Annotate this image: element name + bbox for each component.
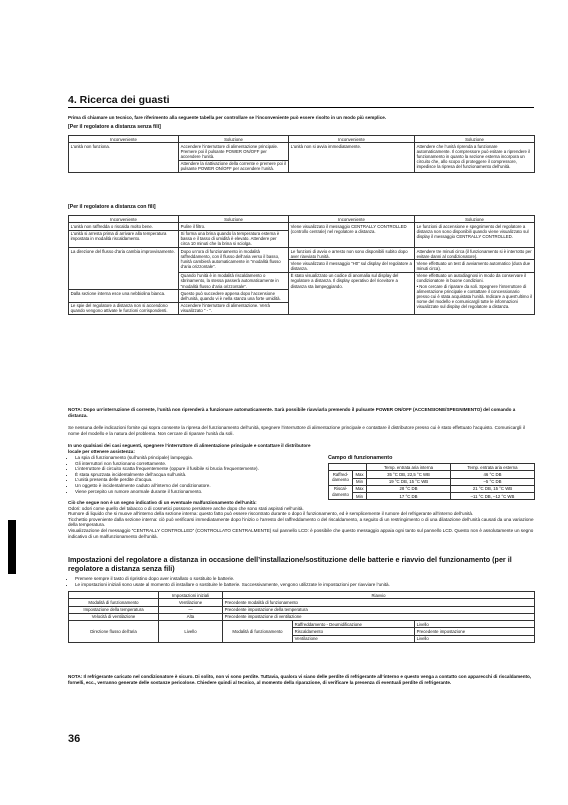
- wireless-table: [68, 135, 535, 173]
- cases-list: [68, 455, 320, 494]
- row-header: Modalità di funzionamento: [69, 599, 159, 606]
- col-header: Temp. entrata aria esterna: [451, 464, 535, 471]
- solution-cell: Le funzioni di accensione e spegnimento del regolatore a distanza non sono disponibili quando viene visualizzato sul display il messaggio CENTRALLY CONTROLLED.: [415, 223, 535, 248]
- col-solution-header: Soluzione: [415, 216, 535, 223]
- solution-cell: Attendere che l’unità riprenda a funzionare automaticamente. Il compressore può esitare a riprendere il funzionamento in quanto la sezione esterna incorpora un circuito che, allo scopo di proteggere il compressore, impedisce la ripresa del funzionamento dell’unità.: [415, 143, 535, 173]
- solution-cell: Viene effettuato un test di avviamento automatico (dura due minuti circa).: [415, 260, 535, 272]
- problem-cell: Dalla sezione interna esce una nebbiolina bianca.: [69, 290, 179, 302]
- note-label: NOTA:: [68, 407, 83, 412]
- table-cell: Precedente impostazione: [415, 628, 535, 635]
- reset-table: [68, 591, 535, 643]
- solution-cell: Accendere l’interruttore di alimentazione principale. Premere poi il pulsante POWER ON/OFF per accendere l’unità.: [179, 143, 289, 160]
- list-item: • Gli interruttori non funzionano correttamente.: [75, 461, 320, 467]
- problem-cell: Le funzioni di avvio e arresto non sono disponibili subito dopo aver riavviato l’unità.: [289, 248, 415, 260]
- problem-cell: Le spie del regolatore a distanza non si accendono quando vengono attivate le funzioni corrispondenti.: [69, 302, 179, 314]
- note-label: NOTA:: [68, 674, 83, 679]
- table-cell: –5 °C DB: [451, 478, 535, 485]
- list-item: • L’unità presenta delle perdite d’acqua.: [75, 477, 320, 483]
- page-number: 36: [68, 733, 81, 745]
- table-cell: Alta: [159, 613, 223, 620]
- anomaly-line: Rumore di liquido che si muove all’interno della sezione interna: questo fatto può essere riscontrato durante o dopo il funzionamento, ed è semplicemente il rumore del refrigerante all’interno dell’unità.: [68, 511, 474, 517]
- section-wired-heading: [Per il regolatore a distanza con fili]: [68, 204, 156, 210]
- table-cell: 21 °C DB, 15 °C WB: [451, 485, 535, 492]
- table-cell: 46 °C DB: [451, 471, 535, 478]
- wired-table: [68, 215, 535, 315]
- solution-cell: Quando l’unità è in modalità riscaldamento o sbrinamento, la stessa passerà automaticamente in “modalità flusso d’aria orizzontale”.: [179, 272, 289, 289]
- col-solution-header: Soluzione: [415, 136, 535, 143]
- solution-text: • Non cercare di riparare da soli. Spegnere l’interruttore di alimentazione principale e contattare il concessionario presso cui è stata acquistata l’unità. Indicare a quest’ultimo il nome del modello e comunicargli tutte le informazioni visualizzate sul display del regolatore a distanza.: [416, 283, 532, 309]
- col-solution-header: Soluzione: [179, 216, 289, 223]
- note-text: Dopo un’interruzione di corrente, l’unità non riprenderà a funzionare automaticamente. Sarà possibile riavviarla premendo il pulsante POWER ON/OFF (ACCENSIONE/SPEGNIMENTO) del comando a distanza.: [68, 407, 516, 418]
- list-item: • Viene percepito un rumore anormale durante il funzionamento.: [75, 489, 320, 495]
- range-title: Campo di funzionamento: [328, 455, 393, 461]
- title-rule: [68, 107, 534, 108]
- table-cell: Precedente impostazione della temperatura: [223, 606, 535, 613]
- table-cell: Livello: [159, 621, 223, 643]
- row-header: Raffred-damento: [329, 471, 353, 486]
- table-cell: Ventilazione: [293, 635, 415, 642]
- col-solution-header: Soluzione: [179, 136, 289, 143]
- table-cell: Raffreddamento - Deumidificazione: [293, 621, 415, 628]
- table-cell: Livello: [415, 621, 535, 628]
- row-subheader: Min: [353, 478, 367, 485]
- list-item: • La spia di funzionamento (sull’unità principale) lampeggia.: [75, 455, 320, 461]
- anomaly-line: Ticchettio proveniente dalla sezione interna: ciò può verificarsi immediatamente dopo l’inizio o l’arresto del raffreddamento o del riscaldamento, a seguito di un restringimento o di una dilatazione dell’unità causati da una variazione della temperatura.: [68, 516, 534, 528]
- intro-text: Prima di chiamare un tecnico, fare riferimento alla seguente tabella per controllare se l’inconveniente può essere risolto in un modo più semplice.: [68, 115, 387, 120]
- anomaly-line: Odori: odori come quello del tabacco o di cosmetici possono persistere anche dopo che sono stati aspirati nell’unità.: [68, 505, 304, 511]
- table-cell: 19 °C DB, 15 °C WB: [367, 478, 451, 485]
- row-subheader: Max: [353, 471, 367, 478]
- anomaly-heading: Ciò che segue non è un segno indicativo di un eventuale malfunzionamento dell’unità:: [68, 500, 257, 505]
- page-title: 4. Ricerca dei guasti: [68, 94, 170, 106]
- solution-cell: [415, 272, 535, 314]
- table-cell: 17 °C DB: [367, 493, 451, 500]
- solution-cell: Si forma una brina quando la temperatura esterna è bassa e il tasso di umidità è elevato. Attendere per circa 10 minuti che la brina si sciolga.: [179, 230, 289, 247]
- problem-cell: La direzione del flusso d’aria cambia improvvisamente.: [69, 248, 179, 290]
- anomaly-section: [68, 500, 534, 539]
- row-subheader: Min: [353, 493, 367, 500]
- table-cell: Riscaldamento: [293, 628, 415, 635]
- problem-cell: L’unità non raffredda o riscalda molto bene.: [69, 223, 179, 230]
- col-header: Temp. entrata aria interna: [367, 464, 451, 471]
- problem-cell: Viene visualizzato il messaggio “H0” sul display del regolatore a distanza.: [289, 260, 415, 272]
- problem-cell: L’unità non funziona.: [69, 143, 179, 173]
- row-header: Impostazione della temperatura: [69, 606, 159, 613]
- col-header: Impostazioni iniziali: [159, 592, 223, 599]
- reset-heading: Impostazioni del regolatore a distanza in occasione dell’installazione/sostituzione delle batterie e riavvio del funzionamento (per il regolatore a distanza senza fili): [68, 555, 512, 573]
- table-cell: —: [159, 606, 223, 613]
- problem-cell: Viene visualizzato il messaggio CENTRALLY CONTROLLED (controllo centrale) nel regolatore a distanza.: [289, 223, 415, 248]
- solution-text: Viene effettuato un autodiagnosi in modo da conservare il condizionatore in buone condizioni.: [416, 273, 527, 284]
- table-cell: 35 °C DB, 22,5 °C WB: [367, 471, 451, 478]
- note1: [68, 407, 534, 418]
- list-item: • Premere sempre il tasto di ripristino dopo aver installato o sostituito le batterie.: [75, 576, 534, 582]
- problem-cell: È stato visualizzato un codice di anomalia sul display del regolatore a distanza. Il display operativo del ricevitore a distanza sta lampeggiando.: [289, 272, 415, 314]
- row-subheader: Max: [353, 485, 367, 492]
- list-item: • Un oggetto è incidentalmente caduto all’interno del condizionatore.: [75, 483, 320, 489]
- row-header: Riscal-damento: [329, 485, 353, 500]
- note2: [68, 674, 534, 685]
- section-wireless-heading: [Per il regolatore a distanza senza fili]: [68, 124, 161, 130]
- note-text: Il refrigerante caricato nel condizionatore è sicuro. Di solito, non vi sono perdite. Tuttavia, qualora vi siano delle perdite di refrigerante all’interno e questo venga a contatto con apparecchi di riscaldamento, fornelli, ecc., verranno generate delle sostanze pericolose. Chiedere quindi al tecnico, al momento della riparazione, di verificare la presenza di eventuali perdite di refrigerante.: [68, 674, 532, 685]
- problem-cell: L’unità non si avvia immediatamente.: [289, 143, 415, 173]
- table-cell: Precedente modalità di funzionamento: [223, 599, 535, 606]
- table-cell: Precedente impostazione di ventilazione: [223, 613, 535, 620]
- list-item: • Le impostazioni iniziali sono usate al momento di installare o sostituire le batterie. Successivamente, vengono utilizzate le impostazioni per riavviare l’unità.: [75, 582, 534, 588]
- range-table: [328, 463, 535, 500]
- solution-cell: Accendere l’interruttore di alimentazione. Verrà visualizzato “ - ”.: [179, 302, 289, 314]
- cases-heading: In uno qualsiasi dei casi seguenti, spegnere l’interruttore di alimentazione principale e contattare il distributore locale per ottenere assistenza:: [68, 443, 311, 454]
- list-item: • È stata spruzzata incidentalmente dell’acqua sull’unità.: [75, 472, 320, 478]
- solution-cell: Attendere la riattivazione della corrente e premere poi il pulsante POWER ON/OFF per accendere l’unità.: [179, 160, 289, 172]
- table-cell: Livello: [415, 635, 535, 642]
- solution-cell: Pulire il filtro.: [179, 223, 289, 230]
- col-problem-header: Inconveniente: [69, 216, 179, 223]
- table-cell: –11 °C DB, –12 °C WB: [451, 493, 535, 500]
- col-problem-header: Inconveniente: [69, 136, 179, 143]
- reset-bullets: [68, 576, 534, 587]
- col-header: Riavvio: [223, 592, 535, 599]
- col-problem-header: Inconveniente: [289, 136, 415, 143]
- table-cell: 28 °C DB: [367, 485, 451, 492]
- solution-cell: Questo può succedere appena dopo l’accensione dell’unità, quando vi è nella stanza una forte umidità.: [179, 290, 289, 302]
- solution-cell: Dopo un’ora di funzionamento in modalità raffreddamento, con il flusso dell’aria verso il basso, l’unità cambierà automaticamente in “modalità flusso d’aria orizzontale”.: [179, 248, 289, 273]
- table-cell: Ventilazione: [159, 599, 223, 606]
- para-contact: Se nessuna delle indicazioni fornite qui sopra consente la ripresa del funzionamento dell’unità, spegnere l’interruttore di alimentazione principale e contattare il distributore presso cui è stato effettuato l’acquisto. Comunicargli il nome del modello e la natura del problema. Non cercare di riparare l’unità da soli.: [68, 425, 525, 436]
- row-header: Direzione flusso dell’aria: [69, 621, 159, 643]
- table-cell: Modalità di funzionamento: [223, 621, 293, 643]
- anomaly-line: Visualizzazione del messaggio “CENTRALLY CONTROLLED” (CONTROLLATO CENTRALMENTE) sul pannello LCD: è possibile che questo messaggio appaia ogni tanto sul pannello LCD. Questo non è assolutamente un segno indicativo di un malfunzionamento dell’unità.: [68, 527, 534, 539]
- problem-cell: L’unità si arresta prima di arrivare alla temperatura impostata in modalità riscaldamento.: [69, 230, 179, 247]
- solution-cell: Attendere tre minuti circa (il funzionamento si è interrotto per evitare danni al condizionatore).: [415, 248, 535, 260]
- section-marker-tab: [8, 520, 16, 574]
- col-problem-header: Inconveniente: [289, 216, 415, 223]
- list-item: • L’interruttore di circuito scatta frequentemente (oppure il fusibile si brucia frequentemente).: [75, 466, 320, 472]
- row-header: Velocità di ventilazione: [69, 613, 159, 620]
